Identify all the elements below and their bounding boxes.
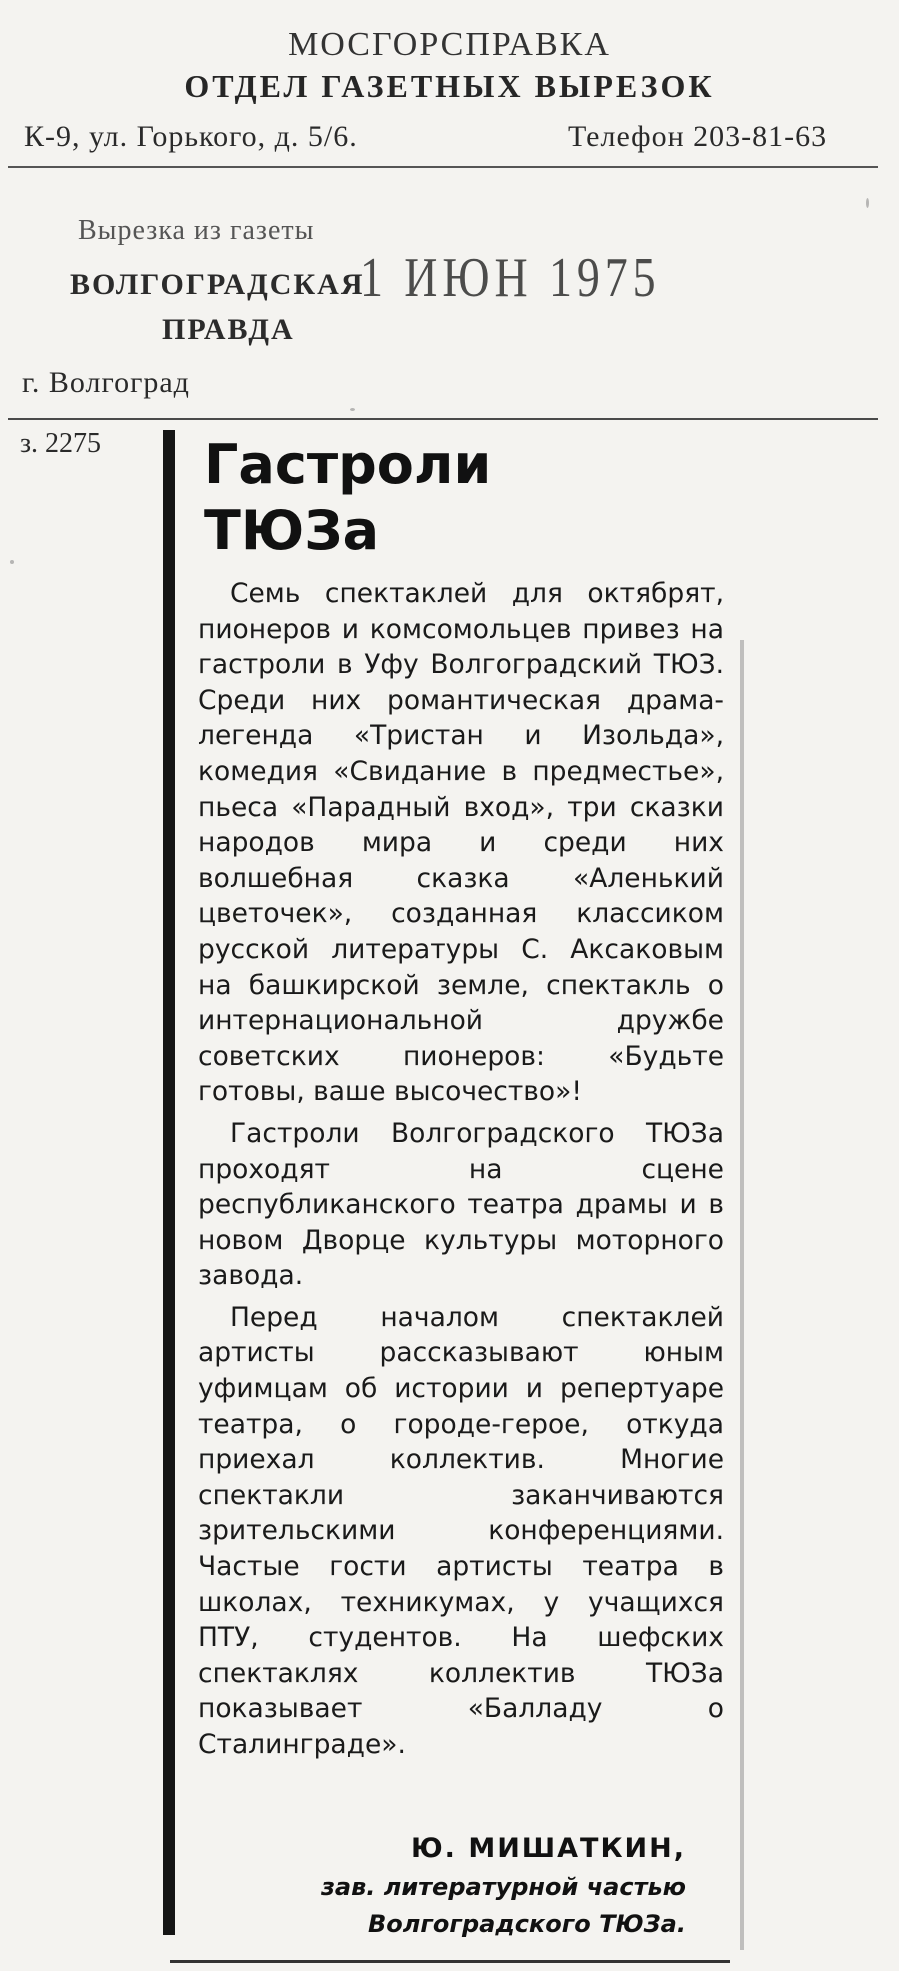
article-body [198, 576, 724, 1769]
newspaper-name-line2: ПРАВДА [162, 313, 295, 346]
agency-address: К-9, ул. Горького, д. 5/6. [24, 120, 358, 153]
author-name: Ю. МИШАТКИН, [410, 1833, 686, 1864]
headline-line2: ТЮЗа [204, 499, 380, 562]
article-paragraph: Семь спектаклей для октябрят, пионеров и комсомольцев привез на гастроли в Уфу Волгоградский ТЮЗ. Среди них романтическая драма-легенда «Тристан и Изольда», комедия «Свидание в предместье», пьеса «Парадный вход», три сказки народов мира и среди них волшебная сказка «Аленький цветочек», созданная классиком русской литературы С. Аксаковым на башкирской земле, спектакль о интернациональной дружбе советских пионеров: «Будьте готовы, ваше высочество»! [198, 578, 724, 1108]
article-paragraph: Перед началом спектаклей артисты рассказывают юным уфимцам об истории и репертуаре театра, о городе-герое, откуда приехал коллектив. Многие спектакли заканчиваются зрительскими конференциями. Частые гости артисты театра в школах, техникумах, у учащихся ПТУ, студентов. На шефских спектаклях коллектив ТЮЗа показывает «Балладу о Сталинграде». [198, 1301, 724, 1760]
paper-speck [350, 408, 355, 411]
source-divider [8, 418, 878, 420]
column-rule-left [163, 430, 175, 1935]
header-divider [8, 166, 878, 168]
bottom-divider [170, 1960, 730, 1963]
article-paragraph: Гастроли Волгоградского ТЮЗа проходят на сцене республиканского театра драмы и в новом Дворце культуры моторного завода. [198, 1117, 724, 1292]
paper-speck [866, 198, 869, 208]
order-number: з. 2275 [20, 428, 102, 459]
headline-line1: Гастроли [204, 433, 492, 496]
article-headline [204, 432, 491, 564]
column-rule-right [740, 640, 744, 1950]
clipping-label: Вырезка из газеты [78, 215, 315, 246]
newspaper-name-line1: ВОЛГОГРАДСКАЯ [70, 268, 365, 301]
date-stamp: 1 ИЮН 1975 [360, 247, 661, 309]
newspaper-city: г. Волгоград [22, 366, 190, 399]
agency-phone: Телефон 203-81-63 [568, 120, 828, 153]
author-role-line2: Волгоградского ТЮЗа. [368, 1910, 686, 1938]
author-role-line1: зав. литературной частью [320, 1873, 686, 1901]
paper-speck [10, 560, 14, 564]
agency-name: МОСГОРСПРАВКА [288, 26, 611, 63]
department-name: ОТДЕЛ ГАЗЕТНЫХ ВЫРЕЗОК [184, 68, 715, 104]
